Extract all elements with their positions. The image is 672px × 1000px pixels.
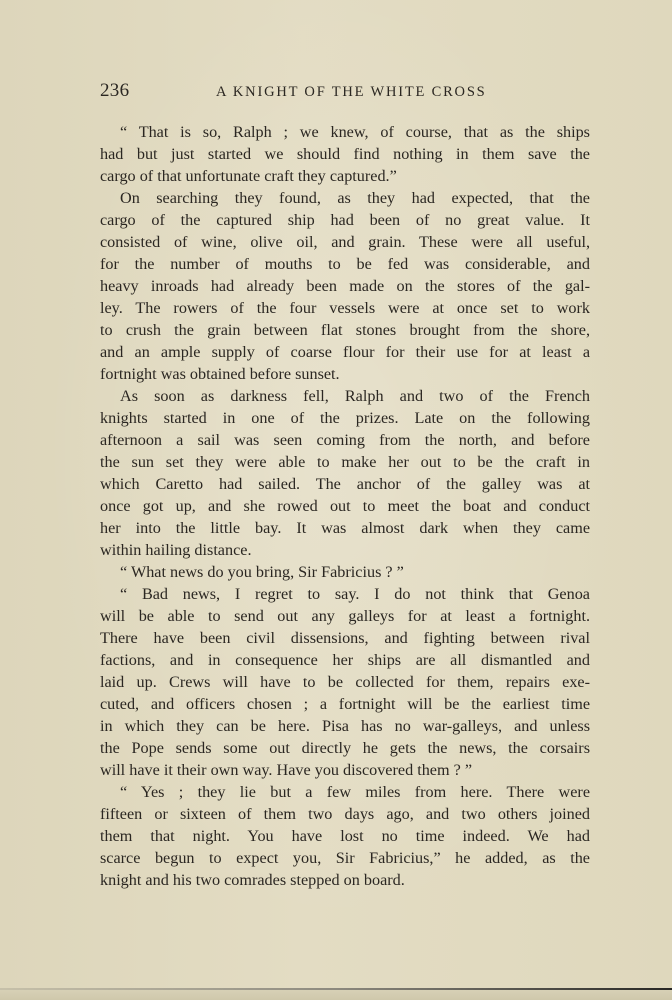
text-line: had but just started we should find nothing in them save the [100, 145, 590, 163]
text-line: within hailing distance. [100, 541, 252, 559]
text-line: them that night. You have lost no time indeed. We had [100, 827, 590, 845]
text-line: to crush the grain between flat stones brought from the shore, [100, 321, 590, 339]
text-line: the sun set they were able to make her out to be the craft in [100, 453, 590, 471]
text-line: for the number of mouths to be fed was considerable, and [100, 255, 590, 273]
text-line: factions, and in consequence her ships are all dismantled and [100, 651, 590, 669]
text-line: “ What news do you bring, Sir Fabricius ? ” [120, 563, 404, 581]
text-line: in which they can be here. Pisa has no war-galleys, and unless [100, 717, 590, 735]
text-line: fortnight was obtained before sunset. [100, 365, 340, 383]
text-line: There have been civil dissensions, and fighting between rival [100, 629, 590, 647]
text-line: As soon as darkness fell, Ralph and two of the French [120, 387, 590, 405]
text-line: will have it their own way. Have you discovered them ? ” [100, 761, 473, 779]
text-line: which Caretto had sailed. The anchor of the galley was at [100, 475, 590, 493]
text-line: ley. The rowers of the four vessels were at once set to work [100, 299, 590, 317]
text-line: heavy inroads had already been made on the stores of the gal- [100, 277, 590, 295]
running-title: A KNIGHT OF THE WHITE CROSS [216, 84, 487, 100]
text-line: consisted of wine, olive oil, and grain. These were all useful, [100, 233, 590, 251]
text-line: “ Bad news, I regret to say. I do not think that Genoa [120, 585, 590, 603]
text-line: will be able to send out any galleys for at least a fortnight. [100, 607, 590, 625]
text-line: scarce begun to expect you, Sir Fabricius,” he added, as the [100, 849, 590, 867]
text-line: laid up. Crews will have to be collected for them, repairs exe- [100, 673, 590, 691]
text-line: once got up, and she rowed out to meet the boat and conduct [100, 497, 590, 515]
page-number: 236 [100, 80, 130, 101]
text-line: “ That is so, Ralph ; we knew, of course, that as the ships [120, 123, 590, 141]
page-header [100, 80, 590, 110]
text-line: knight and his two comrades stepped on board. [100, 871, 405, 889]
text-line: knights started in one of the prizes. Late on the following [100, 409, 590, 427]
text-line: cargo of the captured ship had been of no great value. It [100, 211, 590, 229]
page-bottom-shadow [0, 990, 672, 1000]
text-line: “ Yes ; they lie but a few miles from here. There were [120, 783, 590, 801]
body-text [100, 121, 590, 891]
text-line: her into the little bay. It was almost dark when they came [100, 519, 590, 537]
text-line: fifteen or sixteen of them two days ago, and two others joined [100, 805, 590, 823]
text-line: and an ample supply of coarse flour for their use for at least a [100, 343, 590, 361]
text-line: the Pope sends some out directly he gets the news, the corsairs [100, 739, 590, 757]
text-line: On searching they found, as they had expected, that the [120, 189, 590, 207]
text-line: afternoon a sail was seen coming from the north, and before [100, 431, 590, 449]
text-line: cargo of that unfortunate craft they captured.” [100, 167, 397, 185]
text-line: cuted, and officers chosen ; a fortnight will be the earliest time [100, 695, 590, 713]
